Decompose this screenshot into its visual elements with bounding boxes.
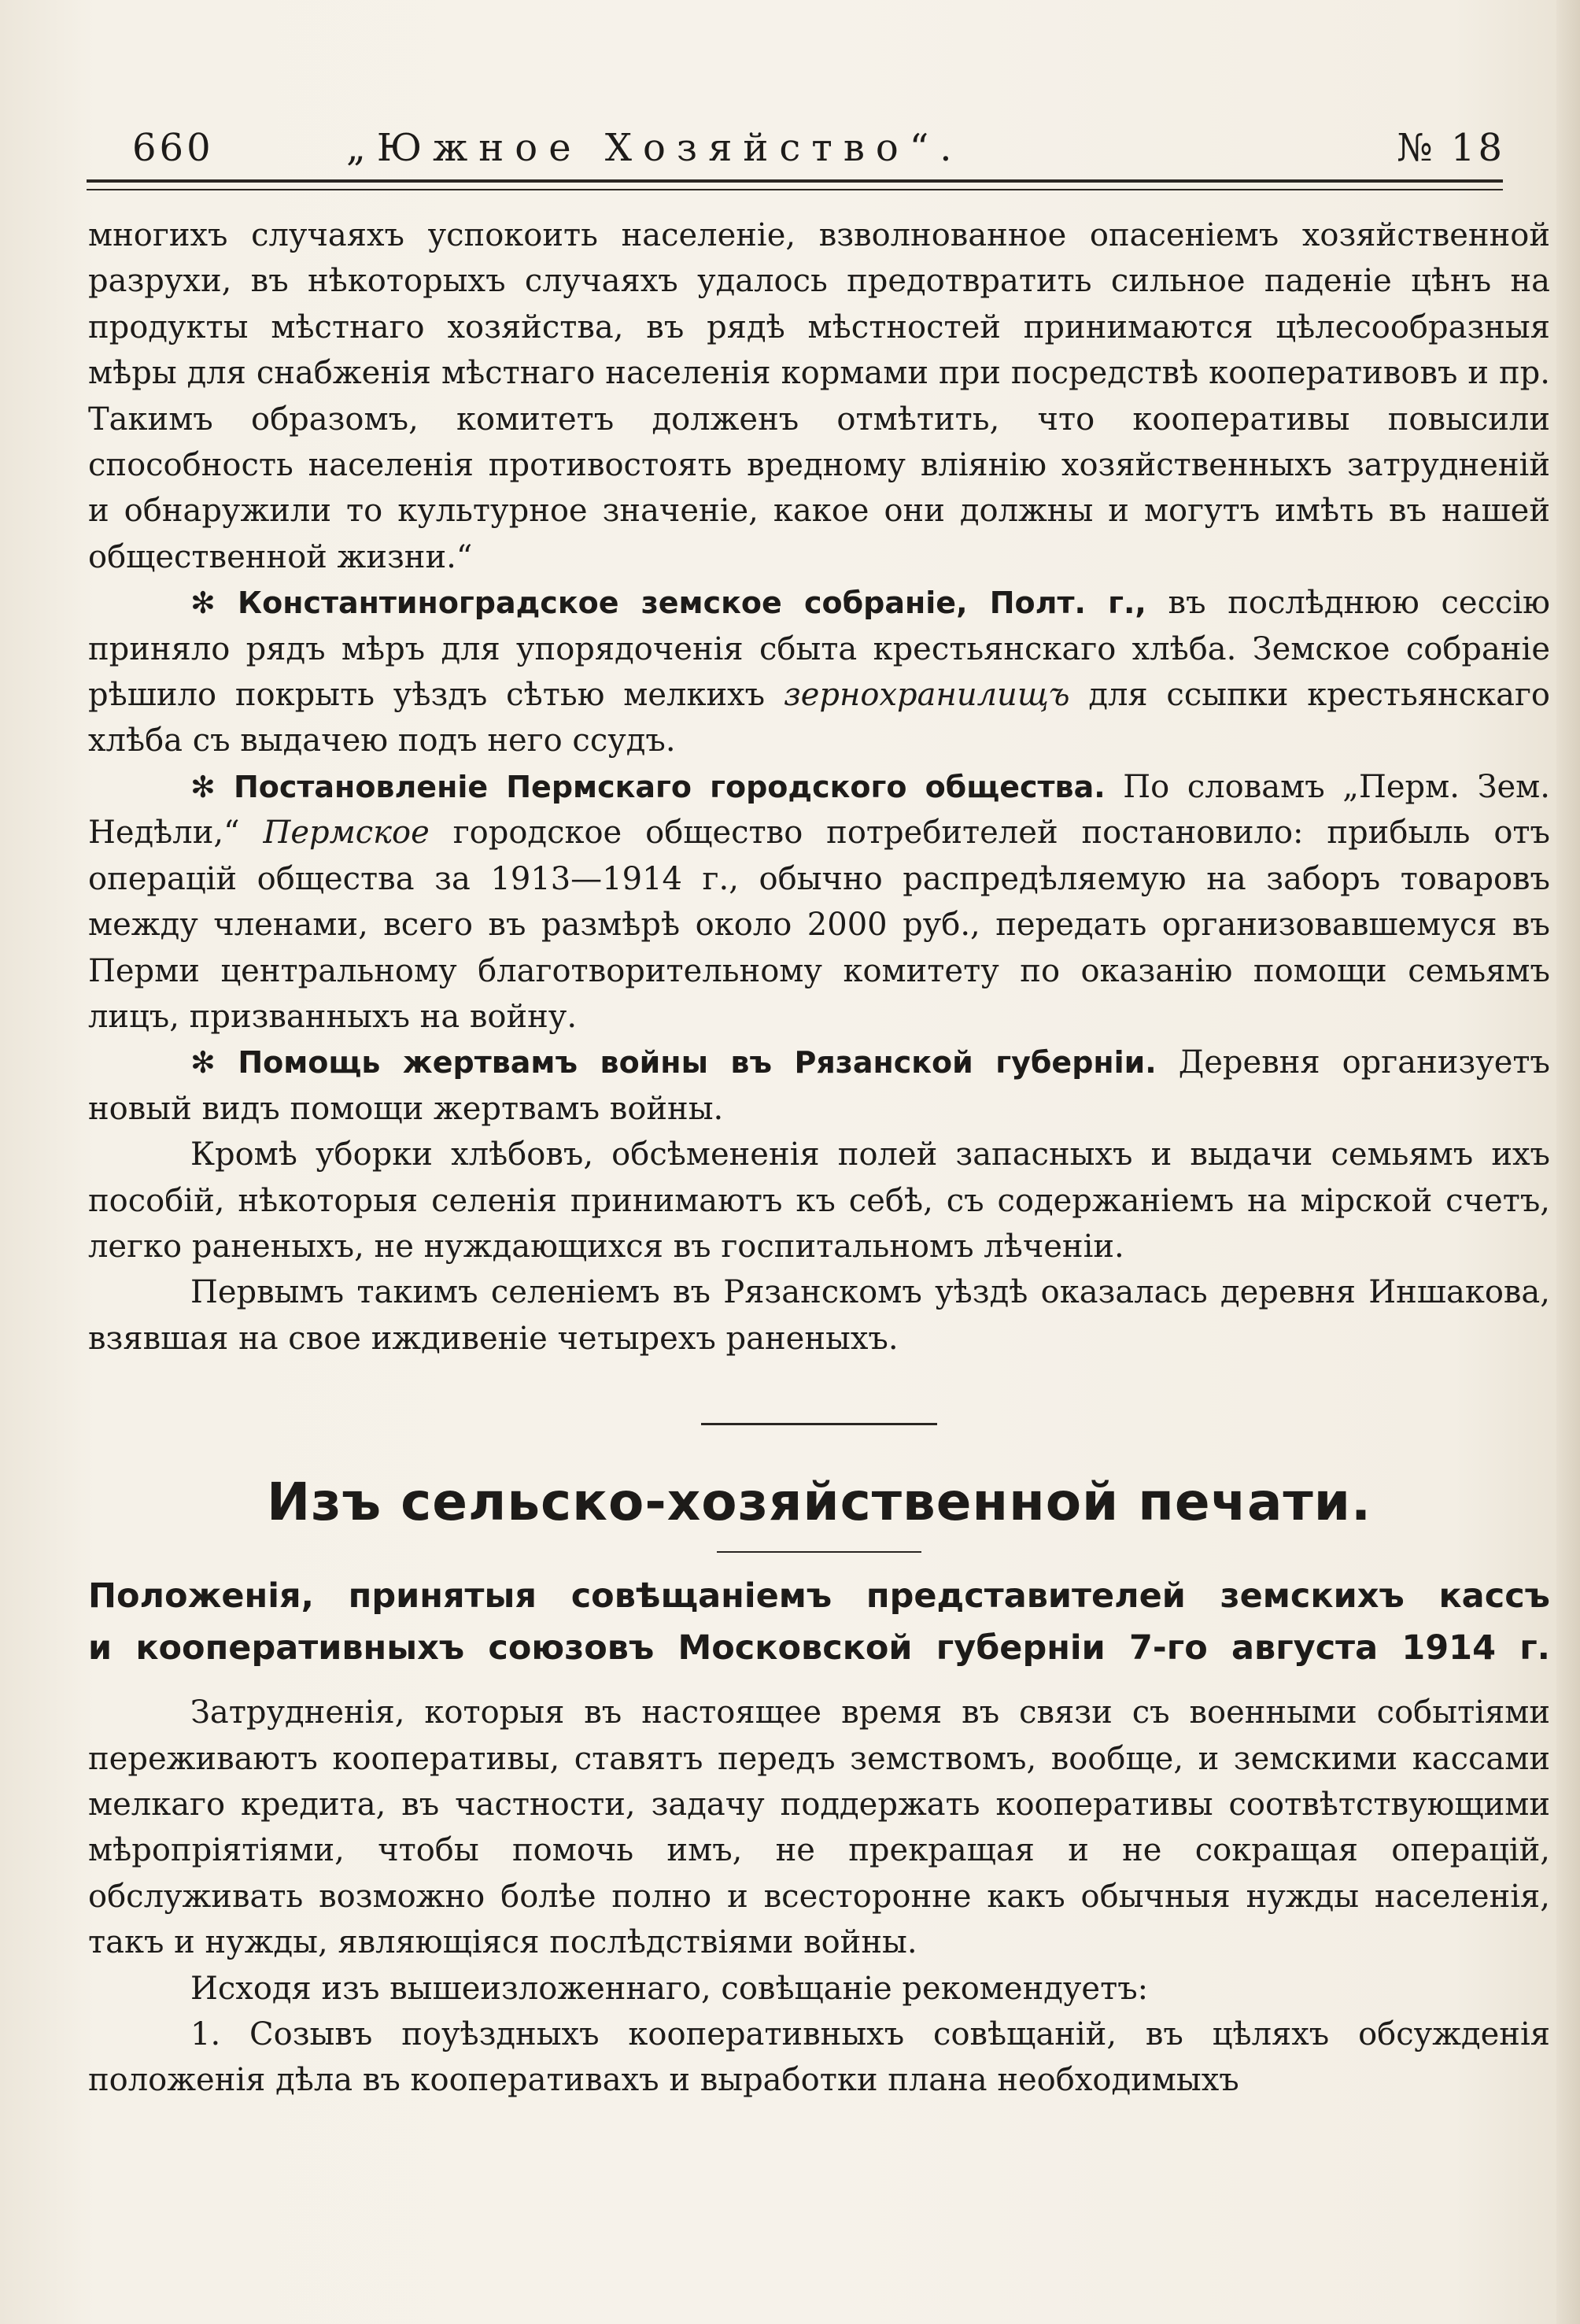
news-item-perm [88,764,1550,1040]
page-edge-shadow [1556,0,1580,2324]
ryazan-paragraph: Кромѣ уборки хлѣбовъ, обсѣмененія полей запасныхъ и выдачи семьямъ ихъ пособій, нѣкоторыя селенія принимаютъ къ себѣ, съ содержаніемъ на мірской счетъ, легко раненыхъ, не нуждающихся въ госпитальномъ лѣченіи. [88,1136,1550,1265]
journal-title: „Южное Хозяйство“. [346,126,963,170]
section-separator [701,1423,937,1425]
section-title: Изъ сельско-хозяйственной печати. [266,1472,1372,1533]
page-body [88,212,1550,2104]
page-number: 660 [132,126,214,170]
article-paragraph: 1. Созывъ поуѣздныхъ кооперативныхъ совѣщаній, въ цѣляхъ обсужденія положенія дѣла въ кооперативахъ и выработки плана необходимыхъ [88,2016,1550,2099]
article-title-line: и кооперативныхъ союзовъ Московской губерніи 7-го августа 1914 г. [88,1628,1550,1668]
ryazan-paragraph: Первымъ такимъ селеніемъ въ Рязанскомъ уѣздѣ оказалась деревня Иншакова, взявшая на свое иждивеніе четырехъ раненыхъ. [88,1274,1550,1357]
header-rule-thin [87,189,1503,190]
running-header [132,126,1505,175]
news-item-lead: ✻ Константиноградское земское собраніе, Полт. г., [190,586,1146,621]
news-item-emphasis: Пермское [263,815,430,852]
news-item-ryazan [88,1040,1550,1132]
article-paragraph: Затрудненія, которыя въ настоящее время въ связи съ военными событіями переживаютъ кооперативы, ставятъ передъ земствомъ, вообще, и земскими кассами мелкаго кредита, въ частности, задачу поддержать кооперативы соотвѣтствующими мѣропріятіями, чтобы помочь имъ, не прекращая и не сокращая операцій, обслуживать возможно болѣе полно и всесторонне какъ обычныя нужды населенія, такъ и нужды, являющіяся послѣдствіями войны. [88,1694,1550,1961]
news-item-emphasis: зернохранилищъ [783,677,1070,714]
news-item-text: Деревня организуетъ новый видъ помощи жертвамъ войны. [88,1044,1550,1127]
article-title-line: Положенія, принятыя совѣщаніемъ представителей земскихъ кассъ [88,1576,1550,1616]
article-title [88,1570,1550,1674]
news-item-lead: ✻ Помощь жертвамъ войны въ Рязанской губерніи. [190,1045,1157,1081]
news-item-text: По словамъ „Перм. Зем. Недѣли,“ [88,768,1550,852]
section-separator-small [717,1551,921,1553]
header-rule-thick [87,179,1503,183]
news-item-text: въ послѣднюю сессію приняло рядъ мѣръ для упорядоченія сбыта крестьянскаго хлѣба. Земское собраніе рѣшило покрыть уѣздъ сѣтью мелкихъ [88,585,1550,714]
news-item-text: городское общество потребителей постановило: прибыль отъ операцій общества за 1913—1914 г., обычно распредѣляемую на заборъ товаровъ между членами, всего въ размѣрѣ около 2000 руб., передать организовавшемуся въ Перми центральному благотворительному комитету по оказанію помощи семьямъ лицъ, призванныхъ на войну. [88,815,1550,1035]
news-item-lead: ✻ Постановленіе Пермскаго городского общества. [190,769,1106,804]
news-item-text: для ссыпки крестьянскаго хлѣба съ выдачею подъ него ссудъ. [88,677,1550,759]
issue-number: № 18 [1397,126,1505,170]
continued-paragraph: многихъ случаяхъ успокоить населеніе, взволнованное опасеніемъ хозяйственной разрухи, въ нѣкоторыхъ случаяхъ удалось предотвратить сильное паденіе цѣнъ на продукты мѣстнаго хозяйства, въ рядѣ мѣстностей принимаются цѣлесообразныя мѣры для снабженія мѣстнаго населенія кормами при посредствѣ кооперативовъ и пр. Такимъ образомъ, комитетъ долженъ отмѣтить, что кооперативы повысили способность населенія противостоять вредному вліянію хозяйственныхъ затрудненій и обнаружили то культурное значеніе, какое они должны и могутъ имѣть въ нашей общественной жизни.“ [88,217,1550,575]
news-item-konstantinograd [88,580,1550,764]
article-paragraph: Исходя изъ вышеизложеннаго, совѣщаніе рекомендуетъ: [190,1970,1149,2007]
